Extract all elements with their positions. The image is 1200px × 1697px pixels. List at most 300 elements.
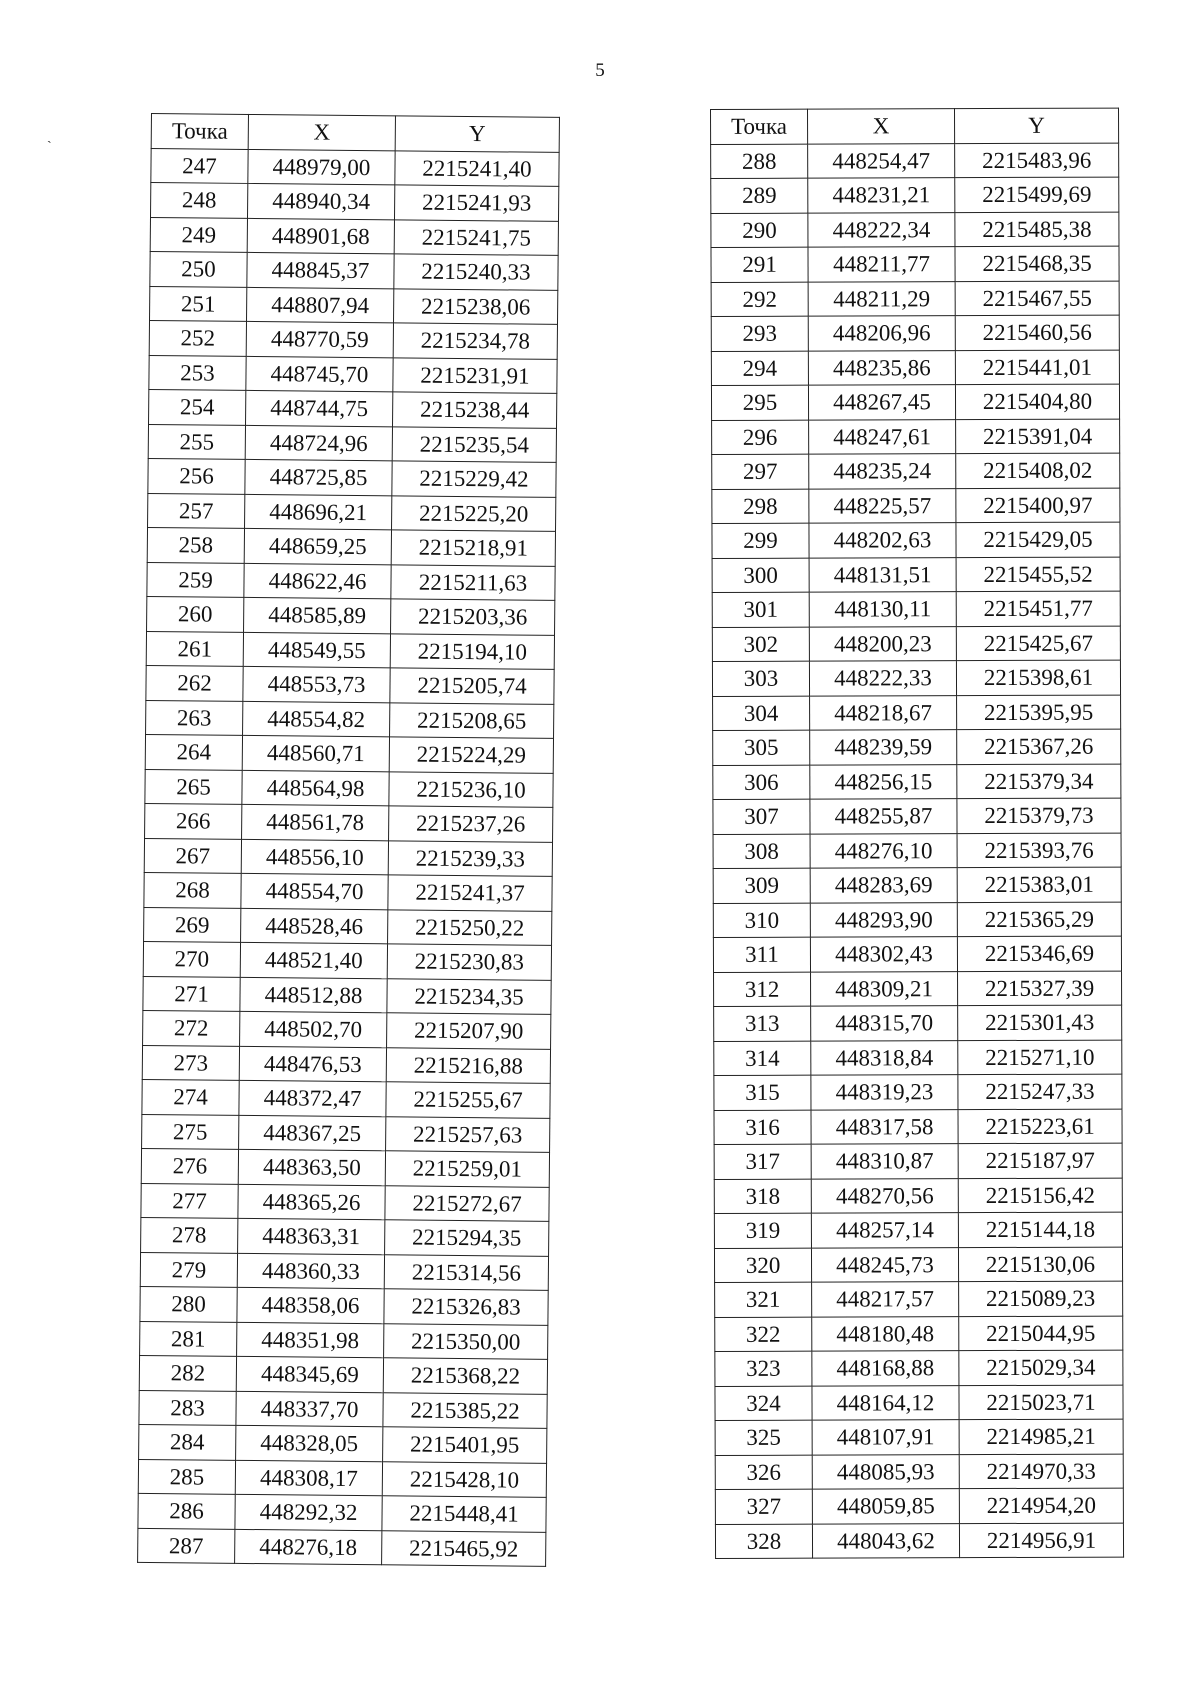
x-cell: 448222,34: [808, 212, 955, 247]
table-row: [141, 1148, 549, 1186]
point-cell: 258: [147, 527, 244, 562]
x-cell: 448283,69: [810, 868, 957, 903]
y-cell: 2215231,91: [393, 357, 557, 393]
table-row: [142, 1045, 550, 1083]
y-cell: 2215429,05: [956, 522, 1120, 557]
point-cell: 288: [711, 144, 808, 179]
x-cell: 448131,51: [809, 557, 956, 592]
point-cell: 317: [714, 1144, 811, 1179]
y-cell: 2215425,67: [956, 626, 1120, 661]
point-cell: 255: [148, 424, 245, 459]
y-cell: 2215467,55: [955, 281, 1119, 316]
table-row: [141, 1217, 549, 1255]
x-cell: 448901,68: [247, 218, 394, 254]
x-cell: 448365,26: [238, 1184, 385, 1220]
point-cell: 260: [147, 596, 244, 631]
point-cell: 303: [712, 661, 809, 696]
table-row: [147, 596, 555, 634]
table-row: [712, 557, 1120, 593]
point-cell: 278: [141, 1217, 238, 1252]
table-row: [140, 1286, 548, 1324]
table-row: [714, 1247, 1122, 1283]
point-cell: 259: [147, 562, 244, 597]
y-cell: 2215367,26: [957, 729, 1121, 764]
y-cell: 2215225,20: [392, 495, 556, 531]
point-cell: 261: [146, 631, 243, 666]
point-cell: 319: [714, 1213, 811, 1248]
point-cell: 276: [141, 1148, 238, 1183]
y-cell: 2215379,73: [957, 798, 1121, 833]
y-cell: 2215156,42: [958, 1178, 1122, 1213]
y-cell: 2215207,90: [387, 1013, 551, 1049]
y-cell: 2215393,76: [957, 833, 1121, 868]
point-cell: 324: [715, 1386, 812, 1421]
table-row: [714, 1212, 1122, 1248]
table-body-right: [711, 143, 1124, 1559]
table-row: [713, 867, 1121, 903]
y-cell: 2215398,61: [956, 660, 1120, 695]
table-row: [144, 907, 552, 945]
table-row: [143, 1010, 551, 1048]
point-cell: 262: [146, 665, 243, 700]
table-row: [715, 1454, 1123, 1490]
table-row: [138, 1459, 546, 1497]
table-row: [140, 1252, 548, 1290]
x-cell: 448319,23: [811, 1075, 958, 1110]
point-cell: 252: [149, 320, 246, 355]
x-cell: 448217,57: [812, 1282, 959, 1317]
x-cell: 448130,11: [809, 592, 956, 627]
x-cell: 448337,70: [236, 1391, 383, 1427]
y-cell: 2215238,06: [393, 288, 557, 324]
y-cell: 2215272,67: [385, 1185, 549, 1221]
y-cell: 2215234,35: [387, 978, 551, 1014]
x-cell: 448556,10: [241, 839, 388, 875]
table-row: [151, 183, 559, 221]
point-cell: 327: [715, 1489, 812, 1524]
point-cell: 270: [143, 941, 240, 976]
y-cell: 2215229,42: [392, 461, 556, 497]
y-cell: 2215401,95: [383, 1427, 547, 1463]
x-cell: 448351,98: [237, 1322, 384, 1358]
table-row: [713, 833, 1121, 869]
y-cell: 2215404,80: [955, 384, 1119, 419]
y-cell: 2215216,88: [386, 1047, 550, 1083]
table-row: [715, 1281, 1123, 1317]
x-cell: 448724,96: [245, 425, 392, 461]
y-cell: 2215346,69: [957, 936, 1121, 971]
x-cell: 448245,73: [811, 1247, 958, 1282]
point-cell: 287: [138, 1528, 235, 1563]
header-y: Y: [395, 116, 559, 152]
y-cell: 2215236,10: [389, 771, 553, 807]
point-cell: 298: [712, 489, 809, 524]
point-cell: 302: [712, 627, 809, 662]
y-cell: 2215241,40: [395, 150, 559, 186]
x-cell: 448561,78: [242, 804, 389, 840]
table-row: [712, 591, 1120, 627]
point-cell: 291: [711, 247, 808, 282]
table-row: [143, 976, 551, 1014]
table-row: [713, 902, 1121, 938]
x-cell: 448521,40: [240, 942, 387, 978]
header-y: Y: [955, 108, 1119, 143]
point-cell: 281: [140, 1321, 237, 1356]
table-row: [711, 246, 1119, 282]
y-cell: 2215218,91: [391, 530, 555, 566]
point-cell: 313: [714, 1006, 811, 1041]
point-cell: 307: [713, 799, 810, 834]
point-cell: 310: [713, 903, 810, 938]
table-row: [711, 384, 1119, 420]
y-cell: 2215400,97: [956, 488, 1120, 523]
table-row: [715, 1316, 1123, 1352]
table-row: [148, 493, 556, 531]
point-cell: 264: [145, 734, 242, 769]
table-row: [138, 1493, 546, 1531]
y-cell: 2215259,01: [385, 1151, 549, 1187]
table-row: [147, 527, 555, 565]
table-row: [146, 631, 554, 669]
table-row: [148, 458, 556, 496]
header-point: Точка: [151, 114, 248, 149]
y-cell: 2215428,10: [382, 1461, 546, 1497]
table-row: [714, 1143, 1122, 1179]
y-cell: 2215239,33: [388, 840, 552, 876]
y-cell: 2214954,20: [959, 1488, 1123, 1523]
point-cell: 305: [713, 730, 810, 765]
table-row: [146, 700, 554, 738]
y-cell: 2215250,22: [388, 909, 552, 945]
point-cell: 250: [150, 251, 247, 286]
y-cell: 2215205,74: [390, 668, 554, 704]
x-cell: 448745,70: [246, 356, 393, 392]
point-cell: 325: [715, 1420, 812, 1455]
table-row: [712, 419, 1120, 455]
table-row: [150, 251, 558, 289]
y-cell: 2215326,83: [384, 1289, 548, 1325]
table-row: [151, 148, 559, 186]
point-cell: 279: [140, 1252, 237, 1287]
x-cell: 448231,21: [808, 178, 955, 213]
y-cell: 2215208,65: [390, 702, 554, 738]
y-cell: 2215465,92: [382, 1530, 546, 1566]
x-cell: 448345,69: [236, 1356, 383, 1392]
y-cell: 2215314,56: [384, 1254, 548, 1290]
x-cell: 448328,05: [236, 1425, 383, 1461]
point-cell: 265: [145, 769, 242, 804]
point-cell: 272: [143, 1010, 240, 1045]
x-cell: 448292,32: [235, 1494, 382, 1530]
x-cell: 448107,91: [812, 1420, 959, 1455]
table-body-left: [138, 148, 560, 1566]
y-cell: 2215327,39: [958, 971, 1122, 1006]
coordinates-table-right: [710, 108, 1124, 1559]
point-cell: 249: [150, 217, 247, 252]
y-cell: 2215460,56: [955, 315, 1119, 350]
table-row: [149, 320, 557, 358]
table-row: [145, 769, 553, 807]
x-cell: 448180,48: [812, 1316, 959, 1351]
point-cell: 257: [148, 493, 245, 528]
table-row: [713, 729, 1121, 765]
point-cell: 274: [142, 1079, 239, 1114]
x-cell: 448211,77: [808, 247, 955, 282]
x-cell: 448218,67: [810, 695, 957, 730]
y-cell: 2215187,97: [958, 1143, 1122, 1178]
y-cell: 2215499,69: [955, 177, 1119, 212]
table-row: [713, 764, 1121, 800]
y-cell: 2215029,34: [959, 1350, 1123, 1385]
y-cell: 2215395,95: [957, 695, 1121, 730]
y-cell: 2214985,21: [959, 1419, 1123, 1454]
x-cell: 448164,12: [812, 1385, 959, 1420]
table-row: [711, 177, 1119, 213]
x-cell: 448168,88: [812, 1351, 959, 1386]
y-cell: 2215224,29: [389, 737, 553, 773]
y-cell: 2215237,26: [389, 806, 553, 842]
y-cell: 2215144,18: [958, 1212, 1122, 1247]
point-cell: 280: [140, 1286, 237, 1321]
table-row: [715, 1488, 1123, 1524]
coordinates-table-left: [137, 113, 560, 1567]
x-cell: 448807,94: [247, 287, 394, 323]
x-cell: 448225,57: [809, 488, 956, 523]
x-cell: 448725,85: [245, 459, 392, 495]
table-row: [711, 281, 1119, 317]
x-cell: 448276,10: [810, 833, 957, 868]
y-cell: 2215211,63: [391, 564, 555, 600]
point-cell: 277: [141, 1183, 238, 1218]
x-cell: 448744,75: [246, 390, 393, 426]
y-cell: 2215241,75: [394, 219, 558, 255]
point-cell: 254: [149, 389, 246, 424]
table-row: [712, 626, 1120, 662]
table-row: [146, 665, 554, 703]
y-cell: 2215451,77: [956, 591, 1120, 626]
point-cell: 311: [713, 937, 810, 972]
point-cell: 248: [151, 183, 248, 218]
x-cell: 448554,70: [241, 873, 388, 909]
point-cell: 297: [712, 454, 809, 489]
y-cell: 2215368,22: [383, 1358, 547, 1394]
x-cell: 448696,21: [245, 494, 392, 530]
y-cell: 2215365,29: [957, 902, 1121, 937]
y-cell: 2215483,96: [955, 143, 1119, 178]
x-cell: 448528,46: [241, 908, 388, 944]
point-cell: 314: [714, 1041, 811, 1076]
table-row: [714, 1005, 1122, 1041]
y-cell: 2215230,83: [387, 944, 551, 980]
y-cell: 2215350,00: [384, 1323, 548, 1359]
x-cell: 448845,37: [247, 252, 394, 288]
point-cell: 247: [151, 148, 248, 183]
x-cell: 448211,29: [808, 281, 955, 316]
table-row: [144, 872, 552, 910]
y-cell: 2215383,01: [957, 867, 1121, 902]
x-cell: 448222,33: [809, 661, 956, 696]
x-cell: 448202,63: [809, 523, 956, 558]
point-cell: 266: [145, 803, 242, 838]
point-cell: 295: [711, 385, 808, 420]
table-row: [148, 424, 556, 462]
y-cell: 2215234,78: [393, 323, 557, 359]
table-row: [711, 143, 1119, 179]
x-cell: 448239,59: [810, 730, 957, 765]
y-cell: 2215294,35: [385, 1220, 549, 1256]
y-cell: 2215203,36: [391, 599, 555, 635]
point-cell: 309: [713, 868, 810, 903]
table-row: [712, 453, 1120, 489]
x-cell: 448043,62: [812, 1523, 959, 1558]
point-cell: 267: [144, 838, 241, 873]
y-cell: 2215385,22: [383, 1392, 547, 1428]
x-cell: 448363,50: [238, 1149, 385, 1185]
header-x: X: [808, 109, 955, 144]
table-row: [145, 734, 553, 772]
x-cell: 448267,45: [808, 385, 955, 420]
x-cell: 448255,87: [810, 799, 957, 834]
x-cell: 448476,53: [239, 1046, 386, 1082]
point-cell: 294: [711, 351, 808, 386]
table-row: [144, 838, 552, 876]
x-cell: 448358,06: [237, 1287, 384, 1323]
x-cell: 448302,43: [810, 937, 957, 972]
table-row: [714, 1074, 1122, 1110]
table-row: [140, 1321, 548, 1359]
y-cell: 2215485,38: [955, 212, 1119, 247]
table-row: [142, 1114, 550, 1152]
table-header-row: [151, 114, 559, 152]
point-cell: 271: [143, 976, 240, 1011]
table-row: [714, 1109, 1122, 1145]
point-cell: 300: [712, 558, 809, 593]
x-cell: 448293,90: [810, 902, 957, 937]
table-row: [141, 1183, 549, 1221]
point-cell: 273: [142, 1045, 239, 1080]
x-cell: 448317,58: [811, 1109, 958, 1144]
x-cell: 448659,25: [244, 528, 391, 564]
y-cell: 2215379,34: [957, 764, 1121, 799]
x-cell: 448256,15: [810, 764, 957, 799]
x-cell: 448560,71: [242, 735, 389, 771]
table-row: [150, 217, 558, 255]
point-cell: 293: [711, 316, 808, 351]
x-cell: 448554,82: [243, 701, 390, 737]
page-number: 5: [595, 60, 605, 81]
point-cell: 308: [713, 834, 810, 869]
y-cell: 2215441,01: [955, 350, 1119, 385]
x-cell: 448940,34: [247, 183, 394, 219]
y-cell: 2215223,61: [958, 1109, 1122, 1144]
point-cell: 263: [146, 700, 243, 735]
y-cell: 2215271,10: [958, 1040, 1122, 1075]
point-cell: 292: [711, 282, 808, 317]
x-cell: 448770,59: [246, 321, 393, 357]
table-row: [713, 695, 1121, 731]
point-cell: 304: [713, 696, 810, 731]
point-cell: 286: [138, 1493, 235, 1528]
x-cell: 448235,24: [809, 454, 956, 489]
table-row: [715, 1419, 1123, 1455]
point-cell: 253: [149, 355, 246, 390]
point-cell: 256: [148, 458, 245, 493]
table-row: [715, 1523, 1123, 1559]
table-row: [713, 798, 1121, 834]
y-cell: 2215408,02: [956, 453, 1120, 488]
x-cell: 448254,47: [808, 143, 955, 178]
x-cell: 448318,84: [811, 1040, 958, 1075]
x-cell: 448549,55: [243, 632, 390, 668]
y-cell: 2215238,44: [393, 392, 557, 428]
table-row: [713, 936, 1121, 972]
x-cell: 448206,96: [808, 316, 955, 351]
x-cell: 448372,47: [239, 1080, 386, 1116]
table-row: [145, 803, 553, 841]
y-cell: 2215240,33: [394, 254, 558, 290]
x-cell: 448247,61: [809, 419, 956, 454]
table-row: [150, 286, 558, 324]
table-row: [712, 660, 1120, 696]
x-cell: 448367,25: [239, 1115, 386, 1151]
x-cell: 448276,18: [235, 1529, 382, 1565]
x-cell: 448622,46: [244, 563, 391, 599]
point-cell: 322: [715, 1317, 812, 1352]
point-cell: 268: [144, 872, 241, 907]
x-cell: 448059,85: [812, 1489, 959, 1524]
header-point: Точка: [711, 109, 808, 144]
y-cell: 2215241,37: [388, 875, 552, 911]
point-cell: 299: [712, 523, 809, 558]
x-cell: 448200,23: [809, 626, 956, 661]
table-row: [149, 389, 557, 427]
x-cell: 448553,73: [243, 666, 390, 702]
point-cell: 320: [714, 1248, 811, 1283]
x-cell: 448502,70: [240, 1011, 387, 1047]
x-cell: 448585,89: [244, 597, 391, 633]
point-cell: 269: [144, 907, 241, 942]
table-row: [714, 1178, 1122, 1214]
table-row: [142, 1079, 550, 1117]
point-cell: 290: [711, 213, 808, 248]
y-cell: 2215241,93: [394, 185, 558, 221]
table-row: [712, 522, 1120, 558]
table-row: [139, 1390, 547, 1428]
x-cell: 448308,17: [235, 1460, 382, 1496]
point-cell: 301: [712, 592, 809, 627]
point-cell: 289: [711, 178, 808, 213]
stray-mark: ˏ: [47, 129, 52, 144]
table-row: [714, 1040, 1122, 1076]
table-row: [143, 941, 551, 979]
table-row: [712, 488, 1120, 524]
point-cell: 323: [715, 1351, 812, 1386]
x-cell: 448257,14: [811, 1213, 958, 1248]
y-cell: 2215044,95: [959, 1316, 1123, 1351]
point-cell: 306: [713, 765, 810, 800]
y-cell: 2214956,91: [959, 1523, 1123, 1558]
x-cell: 448512,88: [240, 977, 387, 1013]
point-cell: 282: [139, 1355, 236, 1390]
x-cell: 448309,21: [811, 971, 958, 1006]
table-row: [139, 1355, 547, 1393]
x-cell: 448235,86: [808, 350, 955, 385]
table-header-row: [711, 108, 1119, 144]
table-row: [714, 971, 1122, 1007]
x-cell: 448564,98: [242, 770, 389, 806]
point-cell: 275: [142, 1114, 239, 1149]
point-cell: 328: [715, 1524, 812, 1559]
